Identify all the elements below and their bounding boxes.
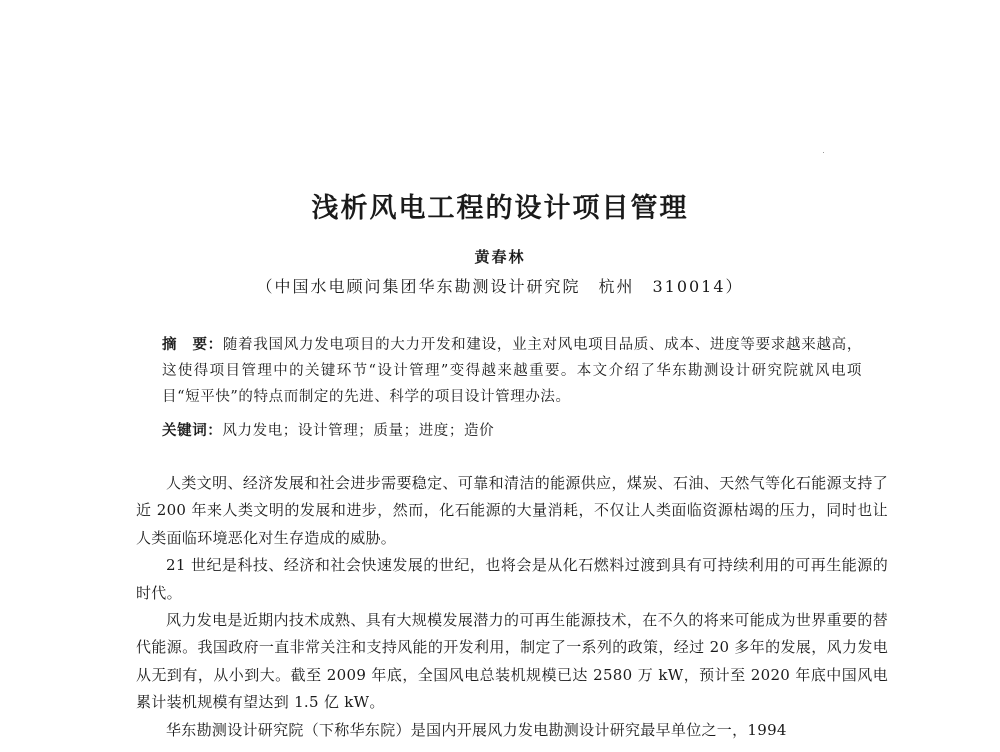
keywords bbox=[162, 418, 862, 444]
body-paragraph: 风力发电是近期内技术成熟、具有大规模发展潜力的可再生能源技术，在不久的将来可能成为世界重要的替代能源。我国政府一直非常关注和支持风能的开发利用，制定了一系列的政策，经过 20 多年的发展，风力发电从无到有，从小到大。截至 2009 年底，全国风电总装机规模已达 2580 万 kW，预计至 2020 年底中国风电累计装机规模有望达到 1.5 亿 kW。 bbox=[136, 611, 888, 712]
keywords-label: 关键词： bbox=[162, 423, 223, 439]
scan-speck bbox=[823, 152, 824, 153]
keywords-text: 风力发电；设计管理；质量；进度；造价 bbox=[222, 423, 495, 439]
paper-title: 浅析风电工程的设计项目管理 bbox=[311, 193, 689, 224]
abstract-text: 随着我国风力发电项目的大力开发和建设，业主对风电项目品质、成本、进度等要求越来越高，这使得项目管理中的关键环节“设计管理”变得越来越重要。本文介绍了华东勘测设计研究院就风电项目“短平快”的特点而制定的先进、科学的项目设计管理办法。 bbox=[162, 337, 862, 405]
abstract-label: 摘 要： bbox=[162, 337, 223, 353]
author-affiliation: （中国水电顾问集团华东勘测设计研究院 杭州 310014） bbox=[256, 277, 744, 296]
body-paragraph: 21 世纪是科技、经济和社会快速发展的世纪，也将会是从化石燃料过渡到具有可持续利用的可再生能源的时代。 bbox=[136, 556, 888, 602]
body-text bbox=[136, 470, 888, 744]
author-name: 黄春林 bbox=[474, 248, 526, 266]
body-paragraph: 人类文明、经济发展和社会进步需要稳定、可靠和清洁的能源供应，煤炭、石油、天然气等化石能源支持了近 200 年来人类文明的发展和进步，然而，化石能源的大量消耗，不仅让人类面临资源枯竭的压力，同时也让人类面临环境恶化对生存造成的威胁。 bbox=[136, 474, 888, 547]
body-paragraph: 华东勘测设计研究院（下称华东院）是国内开展风力发电勘测设计研究最早单位之一，1994 bbox=[166, 720, 787, 739]
abstract bbox=[162, 332, 862, 410]
